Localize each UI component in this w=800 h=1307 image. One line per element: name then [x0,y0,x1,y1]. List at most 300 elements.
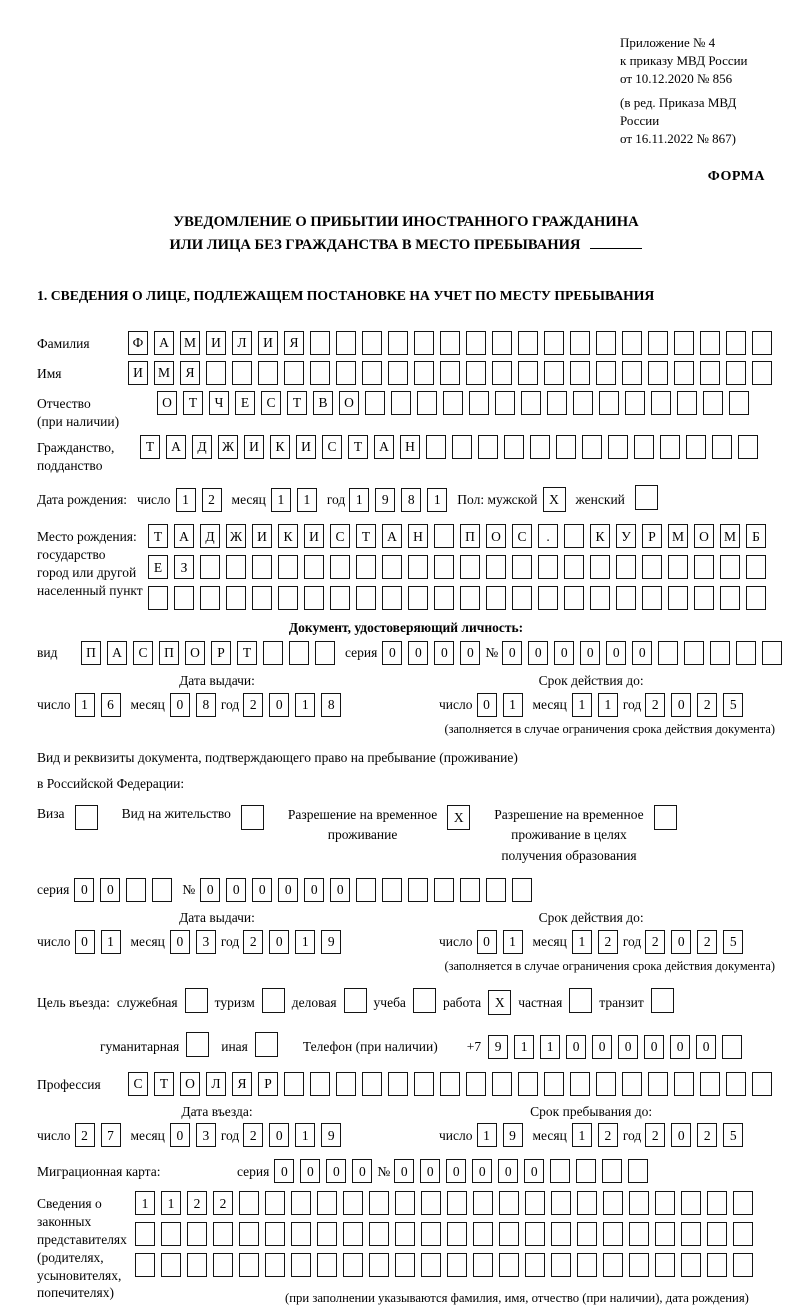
form-cell[interactable] [628,1159,648,1183]
form-cell[interactable] [518,331,538,355]
form-cell[interactable]: 8 [196,693,216,717]
form-cell[interactable] [726,361,746,385]
form-cell[interactable] [395,1191,415,1215]
form-cell[interactable] [148,586,168,610]
form-cell[interactable] [677,391,697,415]
form-cell[interactable] [570,1072,590,1096]
form-cell[interactable] [525,1253,545,1277]
form-cell[interactable] [570,331,590,355]
form-cell[interactable] [478,435,498,459]
form-cell[interactable]: Н [408,524,428,548]
checkbox-cell[interactable] [186,1032,209,1057]
form-cell[interactable]: М [180,331,200,355]
form-cell[interactable]: 0 [528,641,548,665]
form-cell[interactable]: 0 [326,1159,346,1183]
form-cell[interactable]: И [296,435,316,459]
form-cell[interactable] [622,1072,642,1096]
form-cell[interactable]: 9 [375,488,395,512]
form-cell[interactable] [712,435,732,459]
form-cell[interactable] [265,1253,285,1277]
form-cell[interactable]: 0 [330,878,350,902]
form-cell[interactable]: Я [284,331,304,355]
form-cell[interactable]: Т [183,391,203,415]
form-cell[interactable] [388,331,408,355]
checkbox-cell[interactable]: X [488,990,511,1015]
form-cell[interactable]: 0 [394,1159,414,1183]
form-cell[interactable] [382,586,402,610]
form-cell[interactable]: А [374,435,394,459]
form-cell[interactable] [486,878,506,902]
form-cell[interactable]: 0 [300,1159,320,1183]
form-cell[interactable]: 0 [632,641,652,665]
form-cell[interactable]: О [486,524,506,548]
form-cell[interactable] [629,1191,649,1215]
form-cell[interactable] [694,586,714,610]
form-cell[interactable] [577,1191,597,1215]
form-cell[interactable] [135,1222,155,1246]
form-cell[interactable] [263,641,283,665]
form-cell[interactable] [658,641,678,665]
form-cell[interactable] [707,1191,727,1215]
form-cell[interactable]: 5 [723,1123,743,1147]
form-cell[interactable] [629,1253,649,1277]
form-cell[interactable] [239,1222,259,1246]
form-cell[interactable] [681,1253,701,1277]
form-cell[interactable] [551,1253,571,1277]
form-cell[interactable] [310,331,330,355]
form-cell[interactable]: 0 [269,1123,289,1147]
form-cell[interactable]: 1 [503,693,523,717]
form-cell[interactable] [226,555,246,579]
form-cell[interactable]: 3 [196,930,216,954]
checkbox-cell[interactable] [255,1032,278,1057]
form-cell[interactable]: 2 [187,1191,207,1215]
form-cell[interactable]: 1 [514,1035,534,1059]
form-cell[interactable]: С [261,391,281,415]
form-cell[interactable] [187,1253,207,1277]
form-cell[interactable]: 1 [572,1123,592,1147]
form-cell[interactable] [460,555,480,579]
form-cell[interactable]: О [180,1072,200,1096]
form-cell[interactable]: Д [192,435,212,459]
form-cell[interactable]: Р [211,641,231,665]
form-cell[interactable] [674,331,694,355]
form-cell[interactable] [577,1253,597,1277]
form-cell[interactable]: 1 [297,488,317,512]
form-cell[interactable] [343,1191,363,1215]
form-cell[interactable]: 1 [295,693,315,717]
form-cell[interactable]: Л [232,331,252,355]
form-cell[interactable] [544,361,564,385]
form-cell[interactable]: О [694,524,714,548]
form-cell[interactable]: 2 [243,930,263,954]
form-cell[interactable] [752,331,772,355]
form-cell[interactable] [330,555,350,579]
form-cell[interactable] [551,1191,571,1215]
form-cell[interactable] [512,586,532,610]
form-cell[interactable] [187,1222,207,1246]
form-cell[interactable]: 0 [644,1035,664,1059]
form-cell[interactable]: 2 [697,1123,717,1147]
form-cell[interactable] [596,1072,616,1096]
form-cell[interactable] [733,1222,753,1246]
form-cell[interactable]: 0 [671,930,691,954]
form-cell[interactable] [707,1222,727,1246]
form-cell[interactable] [278,555,298,579]
form-cell[interactable]: 0 [477,930,497,954]
form-cell[interactable]: 2 [213,1191,233,1215]
form-cell[interactable] [700,361,720,385]
form-cell[interactable]: 9 [321,930,341,954]
form-cell[interactable] [135,1253,155,1277]
form-cell[interactable] [161,1222,181,1246]
form-cell[interactable] [239,1191,259,1215]
form-cell[interactable] [388,361,408,385]
form-cell[interactable]: 0 [269,693,289,717]
form-cell[interactable]: 1 [295,1123,315,1147]
form-cell[interactable] [733,1253,753,1277]
form-cell[interactable] [738,435,758,459]
form-cell[interactable] [161,1253,181,1277]
form-cell[interactable]: Ж [218,435,238,459]
form-cell[interactable] [343,1253,363,1277]
form-cell[interactable] [304,555,324,579]
checkbox-cell[interactable]: X [543,487,566,512]
form-cell[interactable] [608,435,628,459]
form-cell[interactable] [651,391,671,415]
form-cell[interactable] [408,555,428,579]
form-cell[interactable] [126,878,146,902]
form-cell[interactable] [564,586,584,610]
form-cell[interactable]: 6 [101,693,121,717]
form-cell[interactable] [315,641,335,665]
form-cell[interactable] [440,331,460,355]
form-cell[interactable]: 1 [572,930,592,954]
form-cell[interactable]: П [460,524,480,548]
form-cell[interactable] [668,555,688,579]
form-cell[interactable]: 8 [401,488,421,512]
form-cell[interactable] [434,878,454,902]
form-cell[interactable] [726,1072,746,1096]
form-cell[interactable] [521,391,541,415]
form-cell[interactable] [265,1222,285,1246]
form-cell[interactable]: 0 [382,641,402,665]
form-cell[interactable]: 0 [566,1035,586,1059]
form-cell[interactable]: Н [400,435,420,459]
form-cell[interactable]: 0 [671,1123,691,1147]
form-cell[interactable] [284,361,304,385]
form-cell[interactable]: А [107,641,127,665]
form-cell[interactable]: 0 [170,1123,190,1147]
form-cell[interactable]: . [538,524,558,548]
form-cell[interactable]: М [668,524,688,548]
form-cell[interactable] [206,361,226,385]
form-cell[interactable]: Т [154,1072,174,1096]
form-cell[interactable] [582,435,602,459]
checkbox-cell[interactable] [651,988,674,1013]
checkbox-cell[interactable] [569,988,592,1013]
form-cell[interactable] [710,641,730,665]
form-cell[interactable] [310,1072,330,1096]
form-cell[interactable]: 2 [243,693,263,717]
form-cell[interactable]: Т [356,524,376,548]
form-cell[interactable] [596,331,616,355]
form-cell[interactable] [700,1072,720,1096]
form-cell[interactable] [365,391,385,415]
checkbox-cell[interactable] [262,988,285,1013]
form-cell[interactable]: Е [235,391,255,415]
form-cell[interactable] [538,586,558,610]
form-cell[interactable] [729,391,749,415]
form-cell[interactable]: 0 [170,930,190,954]
form-cell[interactable] [284,1072,304,1096]
form-cell[interactable]: 8 [321,693,341,717]
form-cell[interactable] [616,586,636,610]
form-cell[interactable] [629,1222,649,1246]
form-cell[interactable]: 2 [598,930,618,954]
form-cell[interactable] [395,1222,415,1246]
form-cell[interactable]: 0 [274,1159,294,1183]
form-cell[interactable] [616,555,636,579]
form-cell[interactable]: М [720,524,740,548]
form-cell[interactable]: 0 [75,930,95,954]
form-cell[interactable]: И [244,435,264,459]
form-cell[interactable] [473,1253,493,1277]
form-cell[interactable]: К [278,524,298,548]
form-cell[interactable] [291,1191,311,1215]
form-cell[interactable] [200,555,220,579]
form-cell[interactable] [603,1253,623,1277]
form-cell[interactable] [525,1222,545,1246]
form-cell[interactable] [252,586,272,610]
form-cell[interactable]: Р [642,524,662,548]
form-cell[interactable]: 1 [176,488,196,512]
form-cell[interactable]: О [185,641,205,665]
form-cell[interactable] [576,1159,596,1183]
form-cell[interactable]: 0 [498,1159,518,1183]
form-cell[interactable] [369,1253,389,1277]
form-cell[interactable] [452,435,472,459]
form-cell[interactable] [356,878,376,902]
form-cell[interactable]: С [322,435,342,459]
form-cell[interactable] [556,435,576,459]
form-cell[interactable] [291,1222,311,1246]
form-cell[interactable]: Б [746,524,766,548]
form-cell[interactable] [499,1222,519,1246]
form-cell[interactable]: Ф [128,331,148,355]
form-cell[interactable] [499,1191,519,1215]
form-cell[interactable] [525,1191,545,1215]
form-cell[interactable] [336,1072,356,1096]
form-cell[interactable] [310,361,330,385]
form-cell[interactable] [317,1191,337,1215]
form-cell[interactable]: О [339,391,359,415]
form-cell[interactable] [518,1072,538,1096]
form-cell[interactable] [599,391,619,415]
form-cell[interactable] [391,391,411,415]
form-cell[interactable]: И [128,361,148,385]
form-cell[interactable]: 2 [645,1123,665,1147]
form-cell[interactable] [573,391,593,415]
form-cell[interactable] [469,391,489,415]
form-cell[interactable]: 1 [572,693,592,717]
form-cell[interactable] [486,555,506,579]
form-cell[interactable] [426,435,446,459]
form-cell[interactable] [681,1191,701,1215]
form-cell[interactable] [317,1222,337,1246]
form-cell[interactable] [466,1072,486,1096]
form-cell[interactable] [733,1191,753,1215]
checkbox-cell[interactable] [654,805,677,830]
form-cell[interactable]: 1 [598,693,618,717]
form-cell[interactable] [655,1253,675,1277]
form-cell[interactable]: 0 [618,1035,638,1059]
form-cell[interactable] [746,586,766,610]
form-cell[interactable]: 9 [503,1123,523,1147]
checkbox-cell[interactable]: X [447,805,470,830]
form-cell[interactable] [634,435,654,459]
form-cell[interactable]: 0 [670,1035,690,1059]
form-cell[interactable]: 1 [135,1191,155,1215]
form-cell[interactable] [492,361,512,385]
form-cell[interactable]: 1 [295,930,315,954]
form-cell[interactable] [382,878,402,902]
form-cell[interactable] [414,1072,434,1096]
form-cell[interactable] [492,1072,512,1096]
form-cell[interactable]: 0 [502,641,522,665]
form-cell[interactable]: 0 [696,1035,716,1059]
form-cell[interactable] [746,555,766,579]
form-cell[interactable]: 0 [252,878,272,902]
form-cell[interactable]: 0 [100,878,120,902]
form-cell[interactable]: 0 [472,1159,492,1183]
form-cell[interactable] [356,586,376,610]
form-cell[interactable] [530,435,550,459]
form-cell[interactable]: Е [148,555,168,579]
form-cell[interactable]: 0 [446,1159,466,1183]
checkbox-cell[interactable] [241,805,264,830]
form-cell[interactable] [504,435,524,459]
form-cell[interactable] [684,641,704,665]
form-cell[interactable] [440,1072,460,1096]
form-cell[interactable]: Т [148,524,168,548]
form-cell[interactable] [278,586,298,610]
form-cell[interactable] [752,361,772,385]
form-cell[interactable] [642,586,662,610]
form-cell[interactable]: 5 [723,930,743,954]
form-cell[interactable]: 9 [321,1123,341,1147]
form-cell[interactable] [518,361,538,385]
form-cell[interactable] [369,1191,389,1215]
form-cell[interactable] [440,361,460,385]
form-cell[interactable] [252,555,272,579]
form-cell[interactable] [421,1253,441,1277]
form-cell[interactable]: 0 [580,641,600,665]
form-cell[interactable]: 0 [74,878,94,902]
form-cell[interactable]: 1 [540,1035,560,1059]
form-cell[interactable]: 0 [352,1159,372,1183]
form-cell[interactable]: Т [237,641,257,665]
form-cell[interactable] [564,524,584,548]
form-cell[interactable]: Т [348,435,368,459]
form-cell[interactable]: С [133,641,153,665]
form-cell[interactable] [460,878,480,902]
form-cell[interactable] [382,555,402,579]
form-cell[interactable]: Я [180,361,200,385]
form-cell[interactable] [466,361,486,385]
form-cell[interactable] [417,391,437,415]
form-cell[interactable]: 2 [697,693,717,717]
form-cell[interactable] [495,391,515,415]
form-cell[interactable]: 0 [592,1035,612,1059]
checkbox-cell[interactable] [75,805,98,830]
form-cell[interactable] [596,361,616,385]
form-cell[interactable] [577,1222,597,1246]
form-cell[interactable] [686,435,706,459]
form-cell[interactable]: 2 [645,693,665,717]
form-cell[interactable]: 7 [101,1123,121,1147]
form-cell[interactable]: 2 [75,1123,95,1147]
form-cell[interactable] [590,586,610,610]
form-cell[interactable] [625,391,645,415]
form-cell[interactable] [703,391,723,415]
form-cell[interactable]: 0 [200,878,220,902]
form-cell[interactable]: А [166,435,186,459]
form-cell[interactable] [336,331,356,355]
form-cell[interactable]: Р [258,1072,278,1096]
form-cell[interactable] [443,391,463,415]
form-cell[interactable]: А [174,524,194,548]
form-cell[interactable] [434,586,454,610]
form-cell[interactable]: И [304,524,324,548]
form-cell[interactable]: К [590,524,610,548]
form-cell[interactable]: И [252,524,272,548]
form-cell[interactable]: И [258,331,278,355]
form-cell[interactable] [694,555,714,579]
form-cell[interactable]: И [206,331,226,355]
form-cell[interactable] [395,1253,415,1277]
form-cell[interactable]: М [154,361,174,385]
form-cell[interactable]: 1 [75,693,95,717]
form-cell[interactable] [304,586,324,610]
form-cell[interactable] [258,361,278,385]
form-cell[interactable]: 1 [427,488,447,512]
form-cell[interactable] [722,1035,742,1059]
form-cell[interactable] [421,1191,441,1215]
form-cell[interactable]: С [330,524,350,548]
form-cell[interactable] [466,331,486,355]
form-cell[interactable]: З [174,555,194,579]
form-cell[interactable]: К [270,435,290,459]
form-cell[interactable]: С [128,1072,148,1096]
form-cell[interactable] [486,586,506,610]
form-cell[interactable] [590,555,610,579]
form-cell[interactable] [674,361,694,385]
form-cell[interactable]: 2 [645,930,665,954]
checkbox-cell[interactable] [635,485,658,510]
form-cell[interactable]: А [154,331,174,355]
form-cell[interactable] [648,1072,668,1096]
form-cell[interactable] [603,1222,623,1246]
form-cell[interactable]: 1 [503,930,523,954]
form-cell[interactable]: 0 [477,693,497,717]
form-cell[interactable] [447,1191,467,1215]
form-cell[interactable] [317,1253,337,1277]
form-cell[interactable] [550,1159,570,1183]
form-cell[interactable] [408,586,428,610]
form-cell[interactable] [564,555,584,579]
form-cell[interactable]: 0 [269,930,289,954]
